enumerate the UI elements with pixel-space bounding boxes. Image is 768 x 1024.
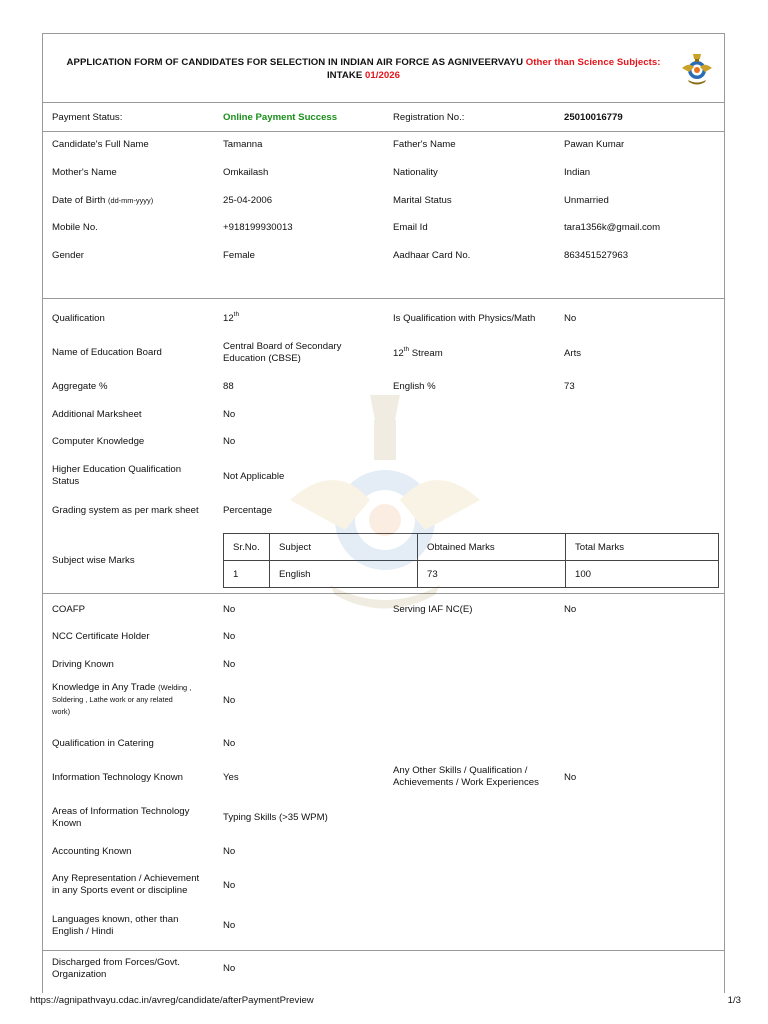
payment-status-label: Payment Status: [52, 112, 123, 123]
coafp-label: COAFP [52, 604, 86, 615]
full-name-value: Tamanna [223, 139, 263, 150]
dob-label [52, 195, 212, 207]
trade-label [52, 682, 212, 718]
additional-marksheet-label: Additional Marksheet [52, 409, 142, 420]
accounting-value: No [223, 846, 236, 857]
trade-label-hint1: (Welding , [158, 683, 192, 692]
it-areas-label [52, 806, 212, 830]
serving-iaf-value: No [564, 604, 577, 615]
subject-marks-label: Subject wise Marks [52, 555, 135, 566]
higher-education-label-line2: Status [52, 476, 80, 487]
discharged-section [43, 951, 724, 997]
sports-label-line2: in any Sports event or discipline [52, 885, 188, 896]
board-value-line2: Education (CBSE) [223, 353, 301, 364]
aadhaar-value: 863451527963 [564, 250, 629, 261]
stream-value: Arts [564, 348, 582, 359]
catering-label: Qualification in Catering [52, 738, 154, 749]
higher-education-value: Not Applicable [223, 471, 285, 482]
cell-srno: 1 [224, 561, 270, 588]
registration-no-label: Registration No.: [393, 112, 465, 123]
sports-label-line1: Any Representation / Achievement [52, 873, 200, 884]
grading-value: Percentage [223, 505, 273, 516]
it-known-value: Yes [223, 772, 239, 783]
col-header-subject: Subject [270, 534, 418, 561]
mobile-label: Mobile No. [52, 222, 98, 233]
grading-label: Grading system as per mark sheet [52, 505, 199, 516]
nationality-value: Indian [564, 167, 591, 178]
driving-value: No [223, 659, 236, 670]
it-areas-label-line2: Known [52, 818, 82, 829]
computer-knowledge-value: No [223, 436, 236, 447]
father-name-value: Pawan Kumar [564, 139, 625, 150]
mother-name-label: Mother's Name [52, 167, 117, 178]
board-label: Name of Education Board [52, 347, 162, 358]
full-name-label: Candidate's Full Name [52, 139, 149, 150]
application-form [42, 33, 725, 993]
title-text: APPLICATION FORM OF CANDIDATES FOR SELECTION IN INDIAN AIR FORCE AS AGNIVEERVAYU [66, 57, 526, 68]
page-url: https://agnipathvayu.cdac.in/avreg/candidate/afterPaymentPreview [30, 995, 314, 1006]
cell-total: 100 [566, 561, 719, 588]
stream-label [393, 348, 553, 360]
it-areas-value: Typing Skills (>35 WPM) [223, 812, 328, 823]
phys-math-label: Is Qualification with Physics/Math [393, 313, 536, 324]
mobile-value: +918199930013 [223, 222, 293, 233]
title-subject-category: Other than Science Subjects: [525, 57, 661, 68]
additional-marksheet-value: No [223, 409, 236, 420]
dob-format-hint: (dd-mm-yyyy) [108, 196, 154, 205]
dob-value: 25-04-2006 [223, 195, 273, 206]
board-value-line1: Central Board of Secondary [223, 341, 342, 352]
trade-label-text: Knowledge in Any Trade [52, 682, 159, 693]
it-known-label: Information Technology Known [52, 772, 184, 783]
page-number: 1/3 [727, 995, 741, 1006]
other-skills-label-line1: Any Other Skills / Qualification / [393, 765, 528, 776]
marital-status-value: Unmarried [564, 195, 609, 206]
aggregate-label: Aggregate % [52, 381, 108, 392]
cell-subject: English [270, 561, 418, 588]
trade-label-hint2: Soldering , Lathe work or any related [52, 695, 173, 704]
catering-value: No [223, 738, 236, 749]
qualification-suffix: th [233, 311, 240, 318]
driving-label: Driving Known [52, 659, 114, 670]
serving-iaf-label: Serving IAF NC(E) [393, 604, 473, 615]
other-details-section [43, 594, 724, 951]
payment-status-value: Online Payment Success [223, 112, 338, 123]
gender-label: Gender [52, 250, 84, 261]
coafp-value: No [223, 604, 236, 615]
gender-value: Female [223, 250, 255, 261]
discharged-value: No [223, 963, 236, 974]
ncc-value: No [223, 631, 236, 642]
title-intake-label: INTAKE [326, 70, 365, 81]
languages-label-line2: English / Hindi [52, 926, 114, 937]
sports-label [52, 873, 212, 897]
sports-value: No [223, 880, 236, 891]
col-header-srno: Sr.No. [224, 534, 270, 561]
table-row [224, 561, 719, 588]
education-section [43, 299, 724, 594]
higher-education-label [52, 464, 212, 488]
col-header-obtained: Obtained Marks [418, 534, 566, 561]
payment-section [43, 103, 724, 132]
form-header [43, 34, 724, 103]
higher-education-label-line1: Higher Education Qualification [52, 464, 182, 475]
trade-value: No [223, 695, 236, 706]
mother-name-value: Omkailash [223, 167, 269, 178]
discharged-label-line2: Organization [52, 969, 107, 980]
stream-label-number: 12 [393, 348, 404, 359]
trade-label-hint3: work) [52, 707, 71, 716]
other-skills-value: No [564, 772, 577, 783]
marital-status-label: Marital Status [393, 195, 452, 206]
english-label: English % [393, 381, 436, 392]
iaf-emblem-icon [680, 50, 714, 86]
qualification-label: Qualification [52, 313, 105, 324]
accounting-label: Accounting Known [52, 846, 132, 857]
computer-knowledge-label: Computer Knowledge [52, 436, 145, 447]
qualification-value [223, 313, 373, 325]
ncc-label: NCC Certificate Holder [52, 631, 150, 642]
dob-label-text: Date of Birth [52, 195, 106, 206]
personal-details-section [43, 132, 724, 299]
languages-value: No [223, 920, 236, 931]
email-label: Email Id [393, 222, 428, 233]
registration-no-value: 25010016779 [564, 112, 623, 123]
title-intake-value: 01/2026 [364, 70, 401, 81]
discharged-label-line1: Discharged from Forces/Govt. [52, 957, 180, 968]
father-name-label: Father's Name [393, 139, 456, 150]
email-value: tara1356k@gmail.com [564, 222, 661, 233]
cell-obtained: 73 [418, 561, 566, 588]
table-header-row [224, 534, 719, 561]
discharged-label [52, 957, 212, 981]
stream-label-text: Stream [409, 348, 443, 359]
board-value [223, 341, 373, 365]
qualification-number: 12 [223, 313, 234, 324]
english-value: 73 [564, 381, 575, 392]
aadhaar-label: Aadhaar Card No. [393, 250, 471, 261]
form-title [53, 56, 674, 82]
col-header-total: Total Marks [566, 534, 719, 561]
other-skills-label [393, 765, 553, 789]
aggregate-value: 88 [223, 381, 234, 392]
stream-label-suffix: th [403, 346, 410, 353]
it-areas-label-line1: Areas of Information Technology [52, 806, 190, 817]
subject-marks-table [223, 533, 719, 588]
phys-math-value: No [564, 313, 577, 324]
other-skills-label-line2: Achievements / Work Experiences [393, 777, 539, 788]
nationality-label: Nationality [393, 167, 438, 178]
languages-label-line1: Languages known, other than [52, 914, 179, 925]
languages-label [52, 914, 212, 938]
